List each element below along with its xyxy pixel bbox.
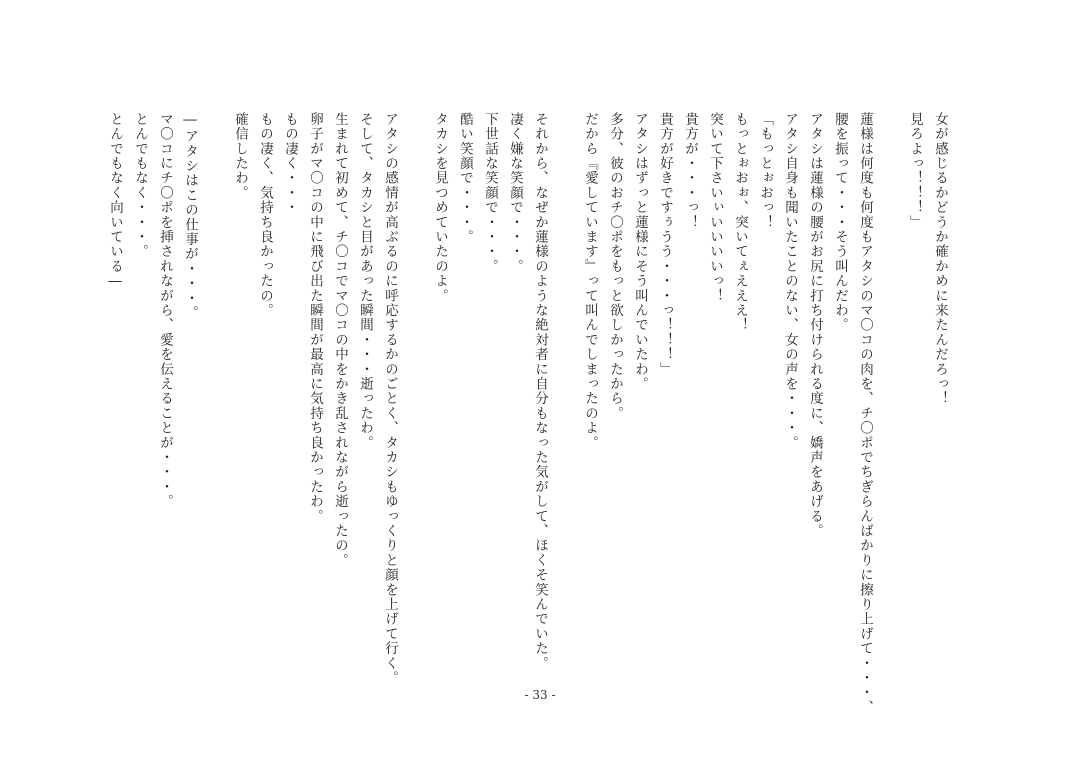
blank-line [552,112,577,672]
text-line: 蓮様は何度も何度もアタシのマ〇コの肉を、チ〇ポでちぎらんばかりに擦り上げて・・・、 [857,112,873,715]
text-line: 下世話な笑顔で・・・。 [482,112,498,274]
text-line: 凄く嫌な笑顔で・・・。 [507,112,523,274]
text-line: アタシの感情が高ぶるのに呼応するかのごとく、タカシもゆっくりと顔を上げて行く。 [382,112,398,686]
text-line: 多分、彼のおチ〇ポをもっと欲しかったから。 [607,112,623,421]
blank-line [877,112,902,672]
text-line: アタシはずっと蓮様にそう叫んでいたわ。 [632,112,648,392]
text-line: 確信したわ。 [232,112,248,201]
text-line: 腰を振って・・・そう叫んだわ。 [832,112,848,333]
text-line: 酷い笑顔で・・・。 [457,112,473,245]
text-line: ―アタシはこの仕事が・・・。 [182,112,198,321]
page-number: - 33 - [524,688,556,702]
text-line: そして、タカシと目があった瞬間・・・逝ったわ。 [357,112,373,451]
text-line: 「もっとぉおっ！ [757,112,773,230]
blank-line [402,112,427,672]
text-line: とんでもなく向いている― [107,112,123,291]
text-line: 貴方が好きですぅうう・・・っ！！！」 [657,112,673,377]
text-line: もの凄く、気持ち良かったの。 [257,112,273,318]
text-line: それから、なぜか蓮様のような絶対者に自分もなった気がして、ほくそ笑んでいた。 [532,112,548,671]
text-line: 卵子がマ〇コの中に飛び出た瞬間が最高に気持ち良かったわ。 [307,112,323,524]
text-line: もの凄く・・・ [282,112,298,215]
text-line: 見ろよっ！！！」 [907,112,923,230]
text-line: 生まれて初めて、チ〇コでマ〇コの中をかき乱されながら逝ったの。 [332,112,348,568]
text-line: アタシ自身も聞いたことのない、女の声を・・・。 [782,112,798,451]
text-line: アタシは蓮様の腰がお尻に打ち付けられる度に、嬌声をあげる。 [807,112,823,539]
text-line: とんでもなく・・・。 [132,112,148,259]
text-line: 貴方が・・・っ！ [682,112,698,230]
text-line: だから『愛しています』って叫んでしまったのよ。 [582,112,598,451]
text-line: 突いて下さいぃいいいいっ！ [707,112,723,304]
blank-line [202,112,227,672]
text-line: もっとぉおぉ、突いてぇえええ！ [732,112,748,333]
text-line: タカシを見つめていたのよ。 [432,112,448,304]
text-line: 女が感じるかどうか確かめに来たんだろっ！ [932,112,948,406]
text-line: マ〇コにチ〇ポを挿されながら、愛を伝えることが・・・。 [157,112,173,509]
